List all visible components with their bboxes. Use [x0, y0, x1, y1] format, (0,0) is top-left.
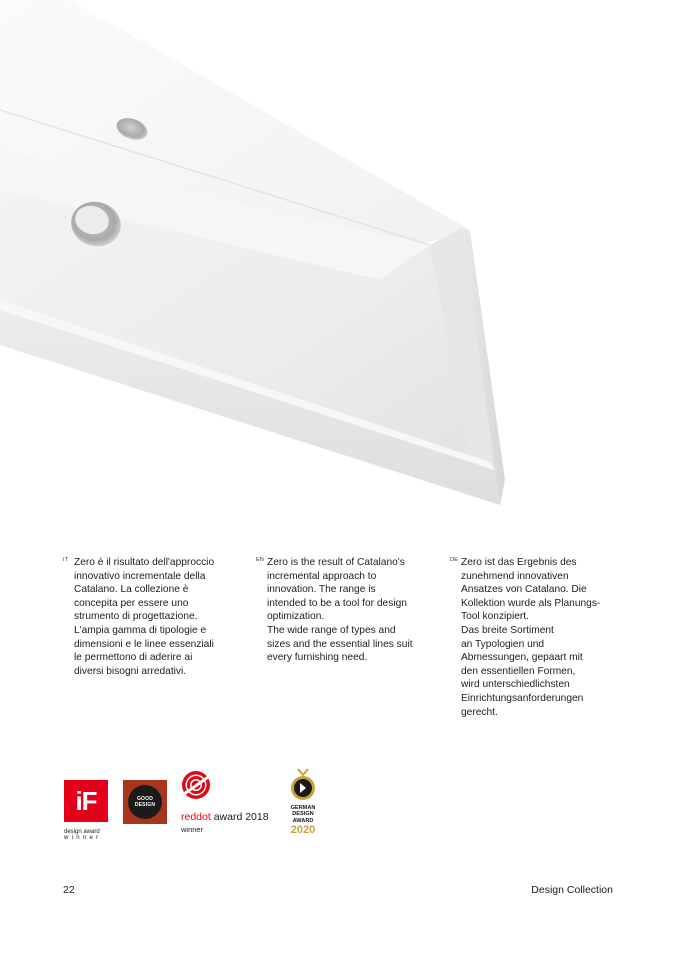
text-column-de	[450, 556, 625, 719]
reddot-label-black: award 2018	[210, 811, 269, 823]
description-text: Zero ist das Ergebnis des zunehmend innovativen Ansatzes von Catalano. Die Kollektion wurde als Planungs- Tool konzipiert. Das breite Sortiment an Typologien und Abmessungen, gepaart mit den essentiellen Formen, wird unterschiedlichsten Einrichtungsanforderungen gerecht.	[461, 557, 601, 718]
if-logo-text: iF	[75, 785, 97, 816]
reddot-label	[181, 811, 269, 823]
text-column-it	[63, 556, 238, 678]
gda-line: GERMAN	[290, 805, 316, 811]
award-logos	[0, 765, 678, 845]
german-design-award-icon	[285, 767, 321, 803]
reddot-icon	[181, 770, 211, 806]
if-design-award-logo	[64, 780, 110, 842]
german-design-award-logo	[285, 767, 321, 839]
reddot-award-logo	[181, 770, 281, 834]
language-tag: EN	[256, 557, 265, 563]
reddot-winner: winner	[181, 825, 204, 834]
section-title: Design Collection	[531, 884, 613, 896]
german-design-award-text	[285, 805, 321, 824]
if-caption-winner: winner	[64, 835, 102, 841]
reddot-label-red: reddot	[181, 811, 211, 823]
page-number: 22	[63, 884, 75, 896]
text-column-en	[256, 556, 431, 665]
good-design-circle-icon	[128, 785, 162, 819]
if-logo-icon	[64, 780, 108, 822]
description-text: Zero è il risultato dell'approccio innovativo incrementale della Catalano. La collezione è concepita per essere uno strumento di progettazione. L'ampia gamma di tipologie e dimensioni e le linee essenziali le permettono di aderire ai diversi bisogni arredativi.	[74, 557, 215, 677]
german-design-award-year: 2020	[290, 824, 316, 836]
good-design-text: GOOD	[136, 796, 154, 802]
good-design-logo	[123, 780, 167, 824]
if-caption: design award	[64, 829, 100, 835]
gda-line: AWARD	[292, 817, 314, 824]
gda-line: DESIGN	[292, 811, 314, 818]
good-design-text: DESIGN	[134, 802, 156, 808]
description-text: Zero is the result of Catalano's incremental approach to innovation. The range is intended to be a tool for design optimization. The wide range of types and sizes and the essential lines suit every furnishing need.	[267, 557, 413, 664]
language-tag: DE	[450, 557, 459, 563]
language-tag: IT	[63, 557, 69, 563]
